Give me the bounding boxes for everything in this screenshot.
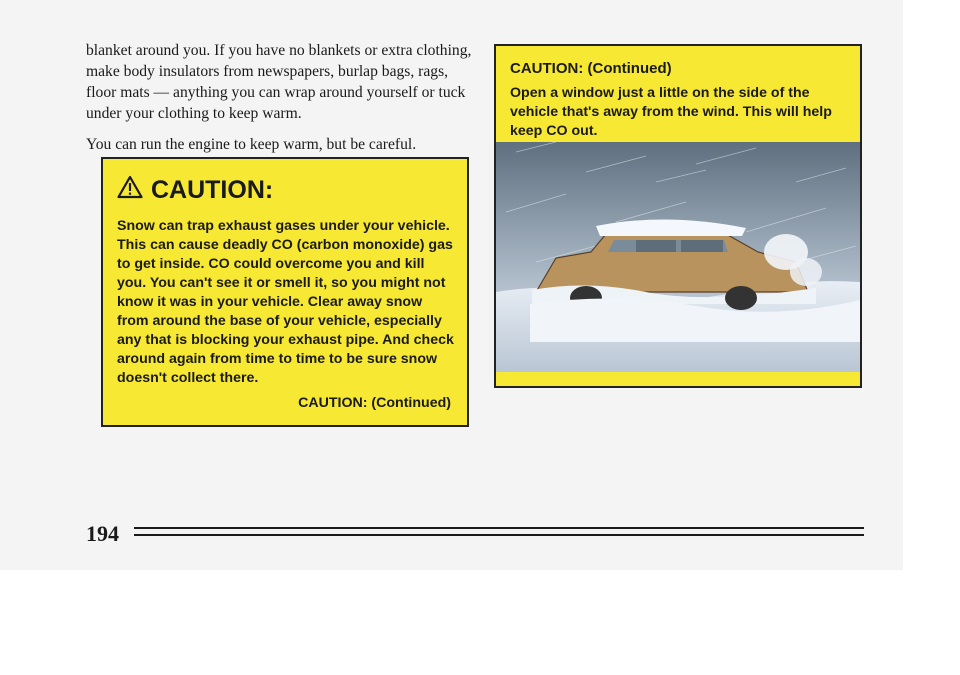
caution-body-text: Snow can trap exhaust gases under your vehicle. This can cause deadly CO (carbon monoxide) gas to get inside. CO could overcome you and kill you. You can't see it or smell it, so you might not know it was in your vehicle. Clear away snow from around the base of your vehicle, especially any that is blocking your exhaust pipe. And check around again from time to time to be sure snow doesn't collect there.: [117, 218, 454, 386]
footer-rule: [134, 527, 864, 529]
caution-heading-text: CAUTION:: [151, 176, 274, 204]
footer-rule: [134, 534, 864, 536]
page-number: 194: [86, 521, 119, 546]
caution-continued-box: [494, 44, 862, 388]
caution-continued-label: CAUTION: (Continued): [298, 395, 451, 411]
caution-box: [101, 157, 469, 427]
intro-paragraph-1: blanket around you. If you have no blankets or extra clothing, make body insulators from newspapers, burlap bags, rags, floor mats — anything you can wrap around yourself or tuck under your clothing to keep warm.: [86, 42, 472, 122]
caution-heading: [117, 175, 273, 206]
snowbound-car-illustration: [496, 142, 860, 372]
intro-paragraph-2: You can run the engine to keep warm, but be careful.: [86, 136, 417, 153]
page-footer: [86, 521, 864, 546]
intro-text: [86, 40, 478, 165]
caution-continued-body: Open a window just a little on the side of the vehicle that's away from the wind. This will help keep CO out.: [510, 85, 832, 139]
warning-triangle-icon: [117, 175, 143, 206]
caution-continued-title: CAUTION: (Continued): [510, 60, 672, 77]
